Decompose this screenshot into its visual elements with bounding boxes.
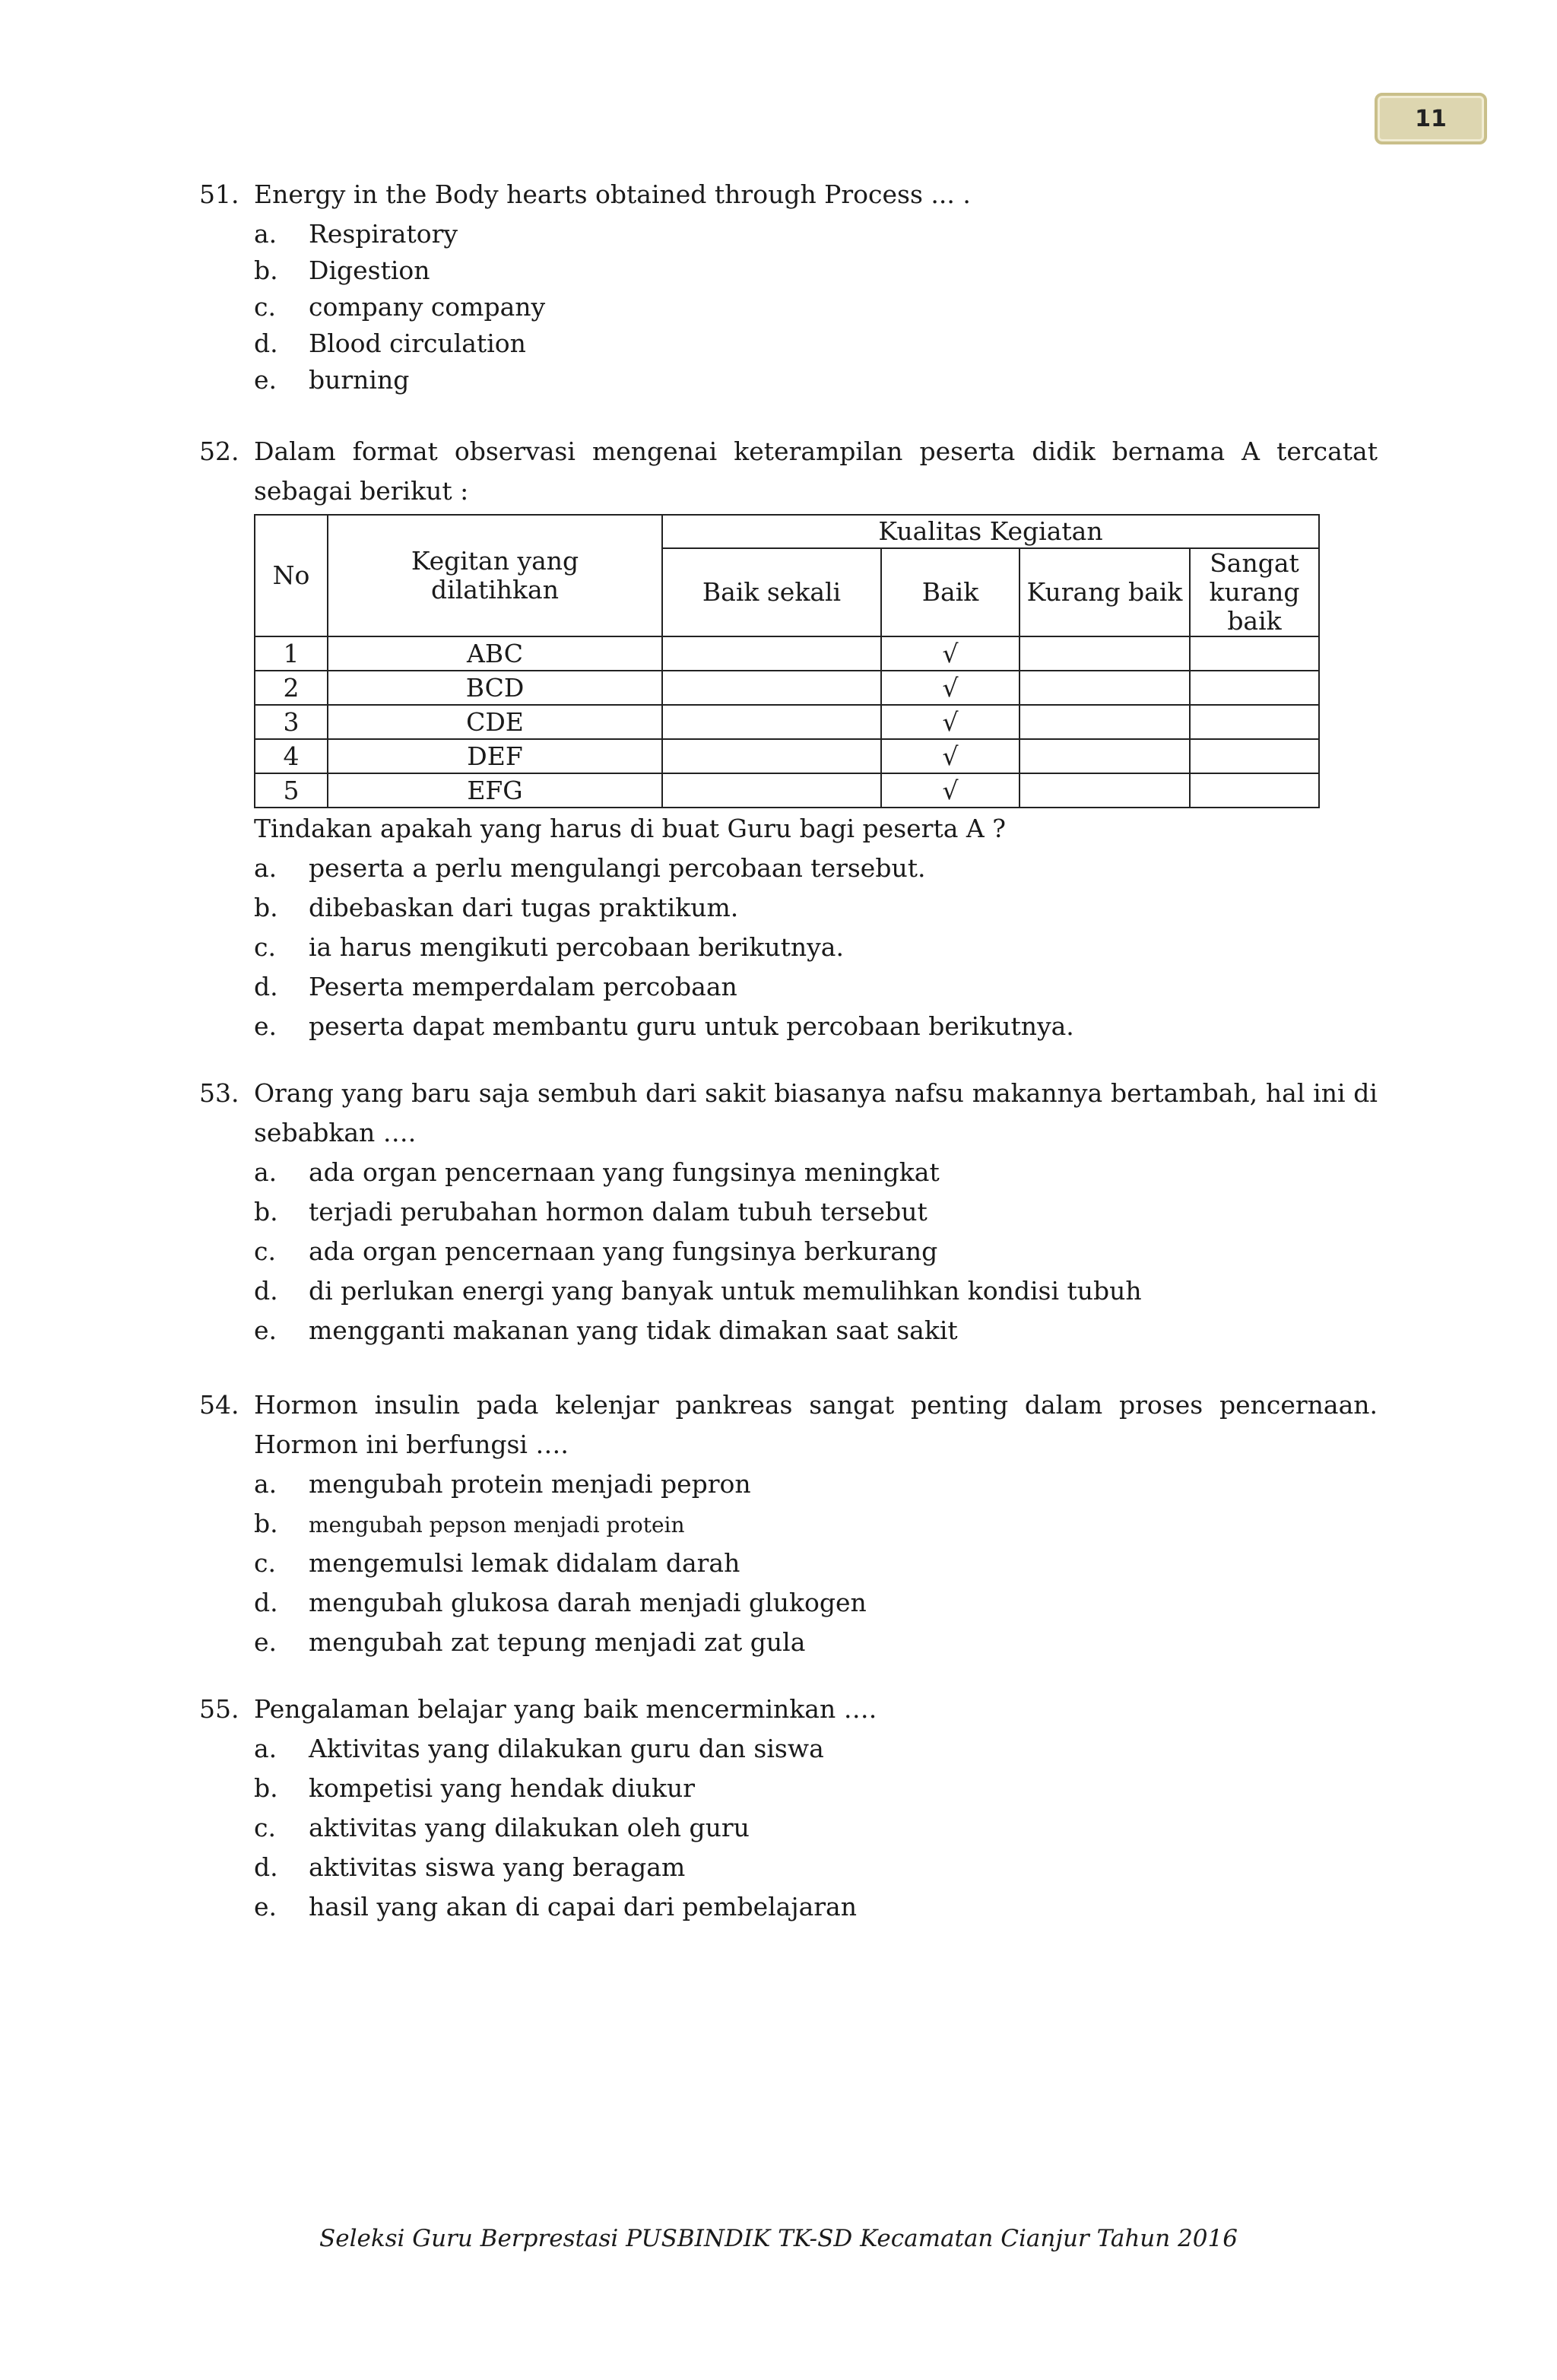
option-d [254,1848,685,1887]
cell-baik-sekali [662,636,881,671]
option-letter: a. [254,1469,277,1499]
question-number: 52. [199,436,239,466]
cell-sangat-kurang-baik [1190,671,1319,705]
option-text: Aktivitas yang dilakukan guru dan siswa [309,1734,824,1763]
option-letter: e. [254,1892,277,1921]
option-e [254,1311,958,1350]
option-letter: b. [254,255,278,285]
option-text: Blood circulation [309,328,526,358]
question-number: 53. [199,1078,239,1108]
option-b [254,1504,685,1545]
option-letter: b. [254,1773,278,1803]
page-footer: Seleksi Guru Berprestasi PUSBINDIK TK-SD Kecamatan Cianjur Tahun 2016 [319,2225,1238,2252]
option-text: peserta a perlu mengulangi percobaan tersebut. [309,853,926,883]
option-c [254,1232,937,1271]
option-text: mengubah zat tepung menjadi zat gula [309,1627,806,1657]
cell-sangat-kurang-baik [1190,773,1319,808]
option-d [254,1583,867,1623]
option-a [254,214,458,254]
option-letter: d. [254,1276,278,1306]
header-kualitas: Kualitas Kegiatan [662,515,1319,548]
option-letter: c. [254,292,276,322]
option-text: ia harus mengikuti percobaan berikutnya. [309,932,844,962]
header-kurang-baik: Kurang baik [1020,548,1190,636]
cell-baik-sekali [662,739,881,773]
option-letter: c. [254,932,276,962]
cell-kurang-baik [1020,671,1190,705]
option-b [254,1192,928,1232]
table-row [255,671,1319,705]
question-text: Orang yang baru saja sembuh dari sakit biasanya nafsu makannya bertambah, hal ini di sebabkan …. [254,1078,1378,1147]
option-c [254,287,545,327]
option-a [254,849,925,888]
option-letter: e. [254,1011,277,1041]
option-text: kompetisi yang hendak diukur [309,1773,696,1803]
cell-baik-sekali [662,773,881,808]
table-row [255,705,1319,739]
table-row [255,773,1319,808]
followup-question: Tindakan apakah yang harus di buat Guru bagi peserta A ? [254,814,1006,843]
option-letter: e. [254,365,277,395]
option-letter: c. [254,1813,276,1842]
option-letter: a. [254,853,277,883]
cell-kegiatan: BCD [328,671,662,705]
option-letter: a. [254,219,277,249]
option-letter: b. [254,1509,278,1538]
cell-kegiatan: CDE [328,705,662,739]
cell-baik: √ [881,739,1020,773]
option-c [254,1544,740,1583]
option-b [254,251,430,290]
question-number: 55. [199,1694,239,1724]
option-text: burning [309,365,410,395]
option-letter: a. [254,1734,277,1763]
cell-baik: √ [881,773,1020,808]
option-text: aktivitas siswa yang beragam [309,1852,686,1882]
option-letter: d. [254,1588,278,1617]
cell-no: 1 [255,636,328,671]
option-b [254,888,738,928]
option-text: Peserta memperdalam percobaan [309,972,737,1001]
cell-no: 2 [255,671,328,705]
question-number: 51. [199,179,239,209]
option-text: Digestion [309,255,430,285]
option-letter: d. [254,1852,278,1882]
cell-baik: √ [881,705,1020,739]
option-e [254,360,409,400]
option-b [254,1769,695,1808]
cell-kurang-baik [1020,739,1190,773]
cell-baik-sekali [662,705,881,739]
question-number: 54. [199,1390,239,1420]
header-baik-sekali: Baik sekali [662,548,881,636]
option-text: terjadi perubahan hormon dalam tubuh tersebut [309,1197,928,1226]
cell-sangat-kurang-baik [1190,636,1319,671]
question-text: Pengalaman belajar yang baik mencerminkan …. [254,1694,877,1724]
option-d [254,1271,1142,1311]
cell-kegiatan: DEF [328,739,662,773]
option-letter: e. [254,1627,277,1657]
option-a [254,1729,824,1769]
option-letter: c. [254,1548,276,1578]
option-text: aktivitas yang dilakukan oleh guru [309,1813,750,1842]
header-sangat-kurang-baik: Sangat kurang baik [1190,548,1319,636]
table-row [255,739,1319,773]
cell-kurang-baik [1020,773,1190,808]
question-text: Hormon insulin pada kelenjar pankreas sangat penting dalam proses pencernaan. Hormon ini berfungsi …. [254,1390,1378,1459]
observation-table [254,514,1320,808]
header-baik: Baik [881,548,1020,636]
cell-no: 4 [255,739,328,773]
option-letter: a. [254,1157,277,1187]
header-no: No [255,515,328,636]
option-e [254,1623,805,1662]
cell-baik: √ [881,671,1020,705]
option-letter: d. [254,328,278,358]
cell-kegiatan: EFG [328,773,662,808]
option-d [254,967,737,1007]
option-text: dibebaskan dari tugas praktikum. [309,893,739,922]
cell-baik-sekali [662,671,881,705]
option-text: Respiratory [309,219,458,249]
cell-sangat-kurang-baik [1190,705,1319,739]
cell-kurang-baik [1020,636,1190,671]
option-text: mengganti makanan yang tidak dimakan saat sakit [309,1315,958,1345]
option-e [254,1887,857,1927]
header-kegiatan: Kegitan yang dilatihkan [328,515,662,636]
cell-kurang-baik [1020,705,1190,739]
question-text: Energy in the Body hearts obtained through Process ... . [254,179,971,209]
option-letter: b. [254,1197,278,1226]
page-number-badge: 11 [1375,93,1487,144]
option-text: peserta dapat membantu guru untuk percobaan berikutnya. [309,1011,1074,1041]
option-letter: d. [254,972,278,1001]
option-letter: e. [254,1315,277,1345]
option-c [254,928,844,967]
option-text: mengubah pepson menjadi protein [309,1512,685,1537]
option-e [254,1007,1074,1046]
option-text: mengubah protein menjadi pepron [309,1469,751,1499]
option-text: di perlukan energi yang banyak untuk memulihkan kondisi tubuh [309,1276,1142,1306]
option-d [254,324,526,363]
cell-no: 5 [255,773,328,808]
cell-sangat-kurang-baik [1190,739,1319,773]
cell-baik: √ [881,636,1020,671]
option-c [254,1808,750,1848]
option-letter: c. [254,1236,276,1266]
option-letter: b. [254,893,278,922]
option-text: hasil yang akan di capai dari pembelajaran [309,1892,857,1921]
question-text: Dalam format observasi mengenai keterampilan peserta didik bernama A tercatat sebagai berikut : [254,436,1378,506]
cell-kegiatan: ABC [328,636,662,671]
table-row [255,636,1319,671]
option-a [254,1464,751,1504]
cell-no: 3 [255,705,328,739]
option-a [254,1153,940,1192]
option-text: company company [309,292,546,322]
option-text: ada organ pencernaan yang fungsinya berkurang [309,1236,938,1266]
option-text: mengubah glukosa darah menjadi glukogen [309,1588,867,1617]
option-text: mengemulsi lemak didalam darah [309,1548,740,1578]
option-text: ada organ pencernaan yang fungsinya meningkat [309,1157,940,1187]
